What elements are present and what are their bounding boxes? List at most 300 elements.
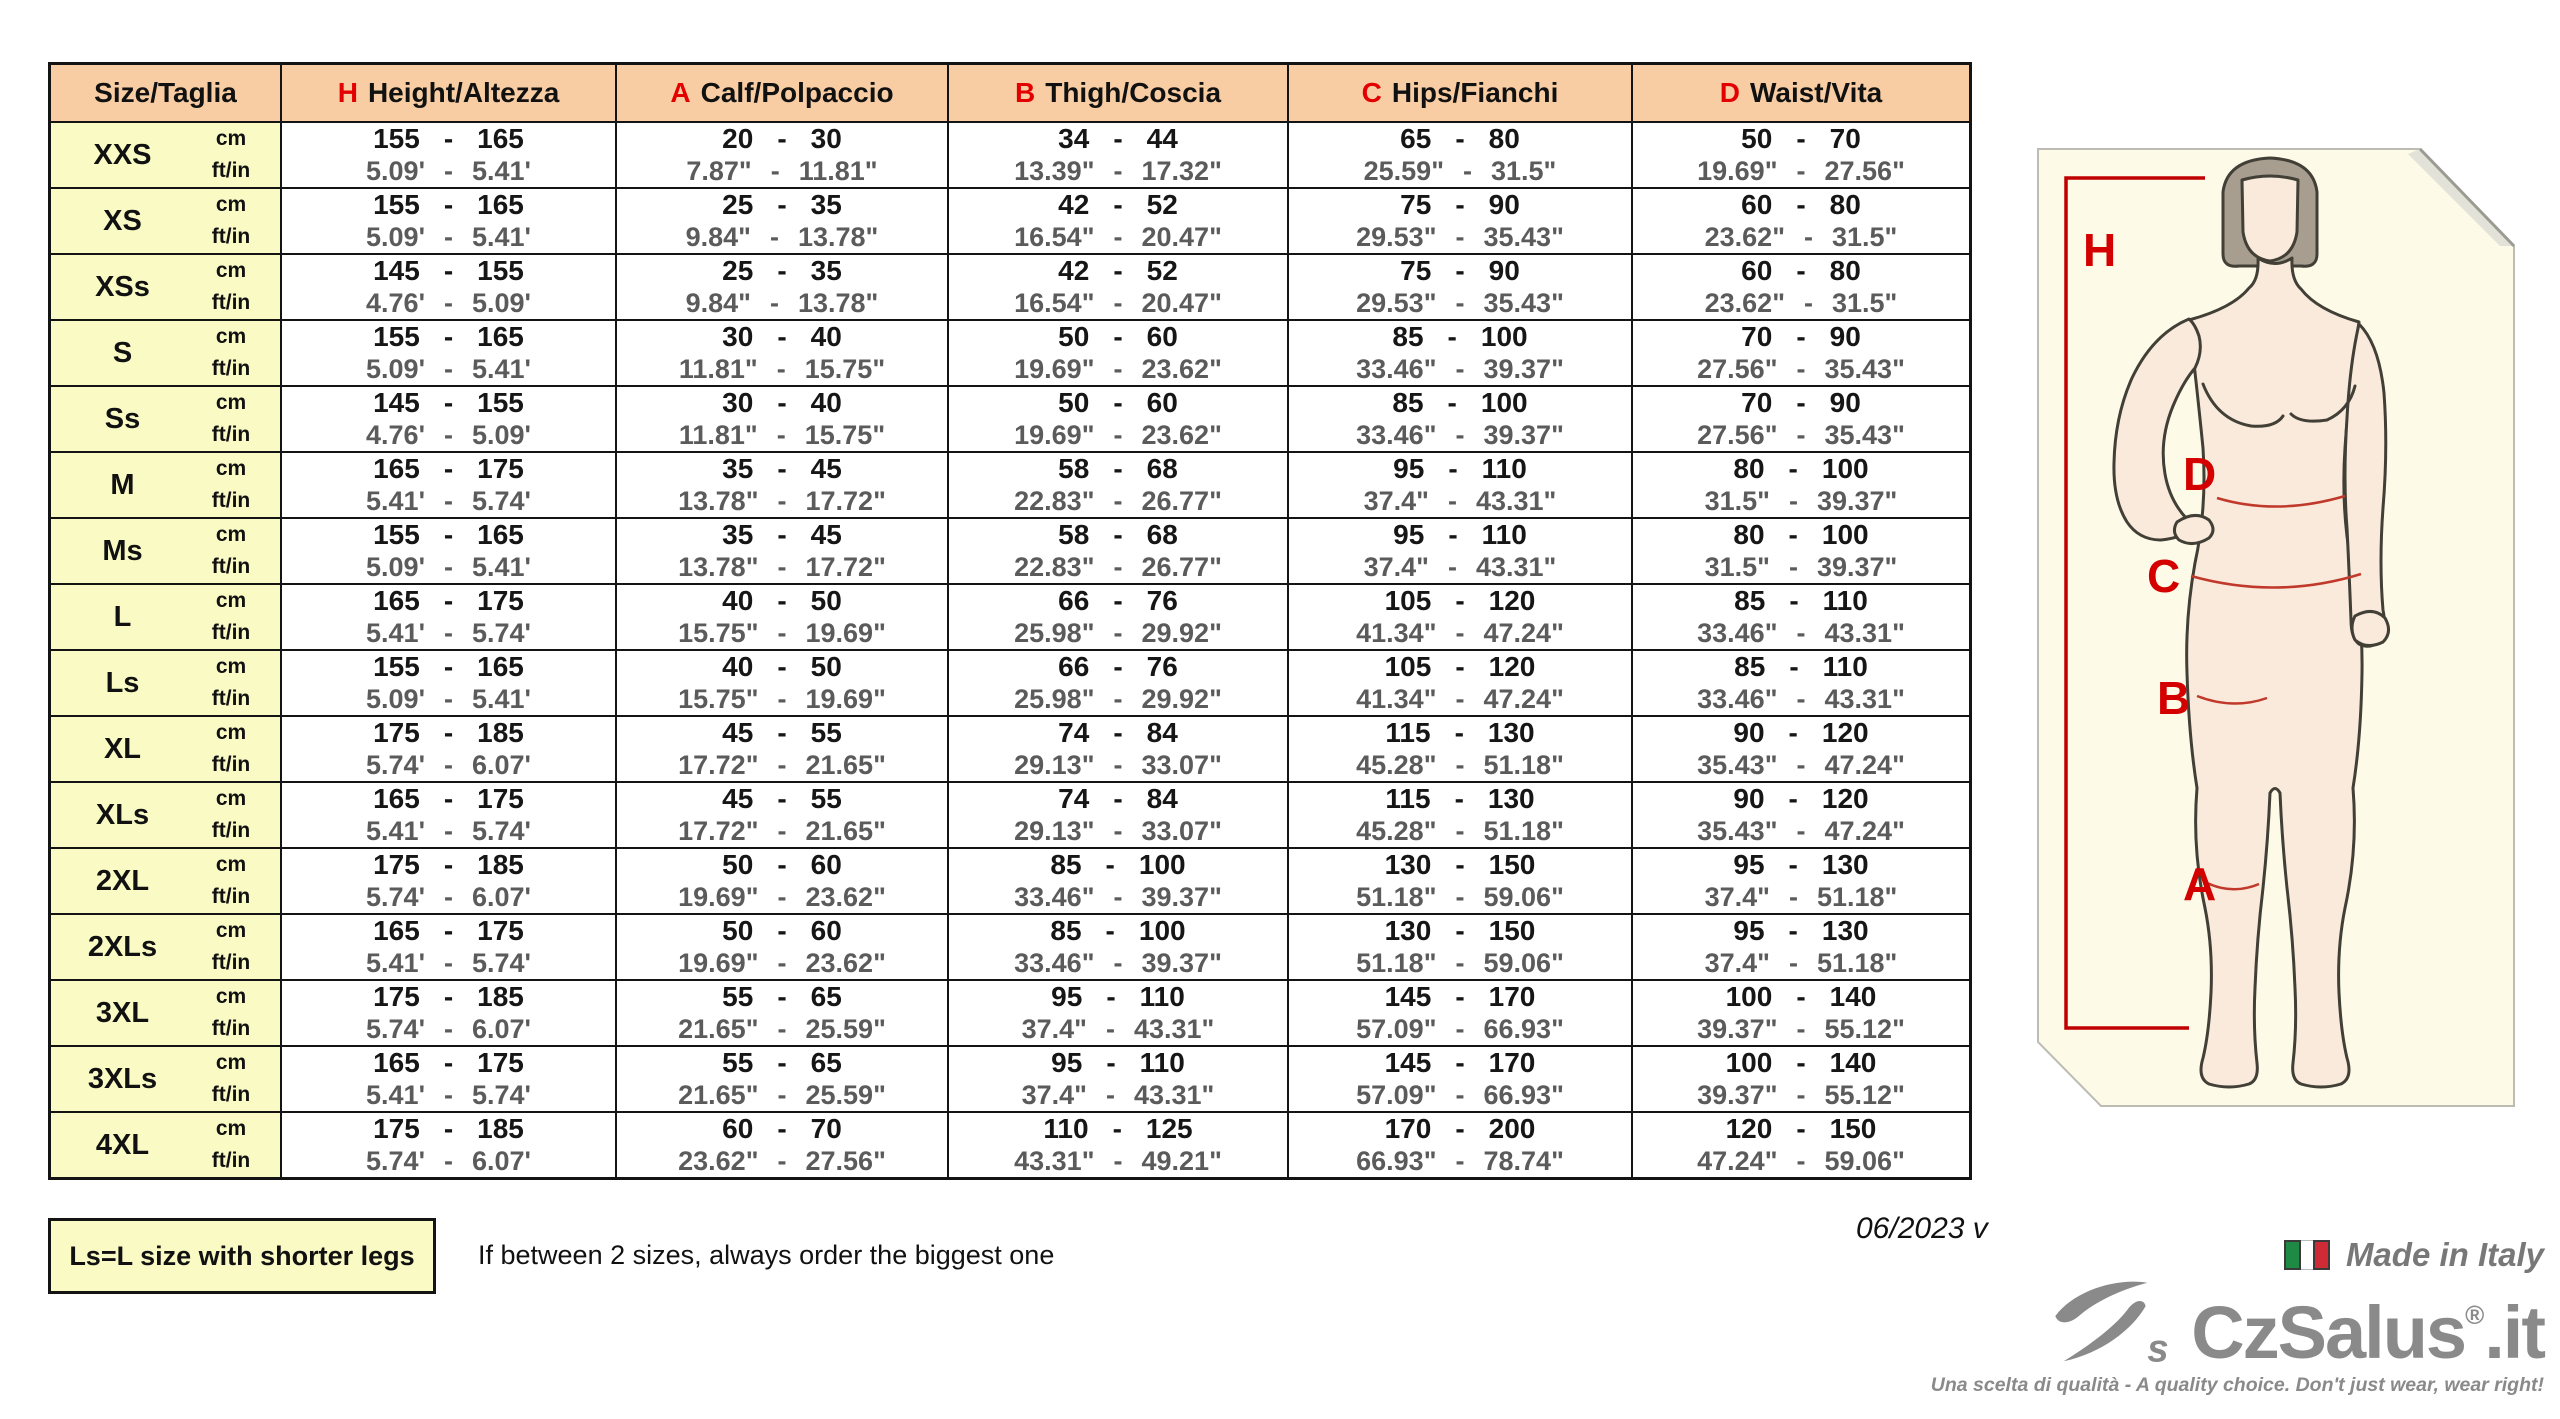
range-cm: 155 - 165	[373, 519, 524, 550]
cell-3XLs-calf	[615, 1047, 947, 1111]
range-ftin: 9.84" - 13.78"	[685, 287, 879, 318]
size-label-3XL: 3XL	[95, 996, 150, 1029]
range-ftin: 19.69" - 27.56"	[1697, 155, 1905, 186]
header-letter-hips: C	[1361, 77, 1382, 108]
range-ftin: 57.09" - 66.93"	[1356, 1013, 1564, 1044]
range-ftin: 19.69" - 23.62"	[1014, 353, 1222, 384]
sizing-advice: If between 2 sizes, always order the biggest one	[478, 1240, 1055, 1270]
range-cm: 50 - 70	[1741, 123, 1861, 154]
right-arm	[2345, 324, 2386, 646]
range-ftin: 15.75" - 19.69"	[678, 683, 886, 714]
unit-cm: cm	[215, 457, 247, 480]
range-cm: 170 - 200	[1384, 1113, 1536, 1144]
range-ftin: 27.56" - 35.43"	[1697, 419, 1905, 450]
cell-Ss-thigh	[947, 387, 1287, 451]
range-cm: 35 - 45	[722, 453, 842, 484]
cell-2XL-hips	[1287, 849, 1631, 913]
cell-L-waist	[1631, 585, 1969, 649]
czsalus-swoosh-icon	[2049, 1276, 2177, 1368]
range-cm: 145 - 170	[1384, 1047, 1536, 1078]
unit-labels	[194, 651, 280, 715]
unit-cm: cm	[215, 919, 247, 942]
unit-labels	[194, 255, 280, 319]
cell-2XLs-thigh	[947, 915, 1287, 979]
range-ftin: 37.4" - 43.31"	[1021, 1079, 1215, 1110]
cell-3XL-hips	[1287, 981, 1631, 1045]
range-ftin: 37.4" - 43.31"	[1363, 485, 1557, 516]
cell-XSs-height	[280, 255, 615, 319]
range-cm: 35 - 45	[722, 519, 842, 550]
unit-ftin: ft/in	[211, 885, 251, 908]
cell-XL-height	[280, 717, 615, 781]
table-header-row	[51, 65, 1969, 121]
range-cm: 175 - 185	[373, 717, 524, 748]
range-ftin: 45.28" - 51.18"	[1356, 749, 1564, 780]
table-row-Ls	[51, 649, 1969, 715]
cell-3XL-height	[280, 981, 615, 1045]
cell-L-height	[280, 585, 615, 649]
table-row-Ms	[51, 517, 1969, 583]
range-ftin: 5.74' - 6.07'	[366, 749, 531, 780]
table-row-XLs	[51, 781, 1969, 847]
unit-cm: cm	[215, 787, 247, 810]
unit-cm: cm	[215, 325, 247, 348]
range-cm: 175 - 185	[373, 1113, 524, 1144]
cell-L-hips	[1287, 585, 1631, 649]
range-ftin: 5.41' - 5.74'	[366, 617, 531, 648]
range-cm: 95 - 110	[1051, 981, 1185, 1012]
cell-XLs-waist	[1631, 783, 1969, 847]
cell-2XLs-calf	[615, 915, 947, 979]
range-cm: 85 - 100	[1392, 321, 1528, 352]
unit-labels	[194, 321, 280, 385]
table-row-XL	[51, 715, 1969, 781]
range-cm: 155 - 165	[373, 321, 524, 352]
cell-3XL-thigh	[947, 981, 1287, 1045]
cell-Ss-hips	[1287, 387, 1631, 451]
range-ftin: 13.78" - 17.72"	[678, 485, 886, 516]
range-cm: 66 - 76	[1058, 585, 1178, 616]
cell-M-height	[280, 453, 615, 517]
unit-labels	[194, 915, 280, 979]
cell-Ms-calf	[615, 519, 947, 583]
size-cell-2XL	[51, 849, 280, 913]
unit-cm: cm	[215, 193, 247, 216]
range-ftin: 57.09" - 66.93"	[1356, 1079, 1564, 1110]
size-label-3XLs: 3XLs	[87, 1062, 158, 1095]
size-label-XXS: XXS	[93, 138, 152, 171]
table-row-2XLs	[51, 913, 1969, 979]
range-ftin: 11.81" - 15.75"	[678, 419, 886, 450]
range-ftin: 51.18" - 59.06"	[1356, 881, 1564, 912]
unit-labels	[194, 453, 280, 517]
size-label-XL: XL	[103, 732, 142, 765]
range-cm: 175 - 185	[373, 849, 524, 880]
range-cm: 80 - 100	[1733, 453, 1869, 484]
size-cell-XLs	[51, 783, 280, 847]
size-label-L: L	[113, 600, 132, 633]
brand-tld: .it	[2484, 1290, 2544, 1374]
unit-ftin: ft/in	[211, 423, 251, 446]
table-row-XS	[51, 187, 1969, 253]
cell-XSs-calf	[615, 255, 947, 319]
range-cm: 55 - 65	[722, 981, 842, 1012]
size-cell-M	[51, 453, 280, 517]
cell-3XLs-hips	[1287, 1047, 1631, 1111]
range-ftin: 5.09' - 5.41'	[366, 221, 531, 252]
unit-labels	[194, 189, 280, 253]
range-ftin: 33.46" - 39.37"	[1014, 947, 1222, 978]
range-ftin: 5.41' - 5.74'	[366, 947, 531, 978]
range-ftin: 5.09' - 5.41'	[366, 155, 531, 186]
range-cm: 58 - 68	[1058, 453, 1178, 484]
range-cm: 75 - 90	[1400, 255, 1520, 286]
range-ftin: 7.87" - 11.81"	[686, 155, 878, 186]
unit-cm: cm	[215, 589, 247, 612]
unit-ftin: ft/in	[211, 1149, 251, 1172]
range-cm: 110 - 125	[1043, 1113, 1193, 1144]
range-cm: 45 - 55	[722, 717, 842, 748]
range-cm: 115 - 130	[1385, 717, 1535, 748]
unit-ftin: ft/in	[211, 1083, 251, 1106]
range-cm: 30 - 40	[722, 387, 842, 418]
range-cm: 120 - 150	[1725, 1113, 1877, 1144]
range-cm: 25 - 35	[722, 189, 842, 220]
range-cm: 175 - 185	[373, 981, 524, 1012]
cell-Ls-calf	[615, 651, 947, 715]
header-hips	[1287, 65, 1631, 121]
brand-row	[1931, 1276, 2544, 1374]
cell-XS-waist	[1631, 189, 1969, 253]
cell-XXS-hips	[1287, 123, 1631, 187]
range-ftin: 17.72" - 21.65"	[678, 815, 886, 846]
range-cm: 42 - 52	[1058, 189, 1178, 220]
size-cell-XL	[51, 717, 280, 781]
range-ftin: 25.98" - 29.92"	[1014, 683, 1222, 714]
range-ftin: 23.62" - 31.5"	[1704, 287, 1898, 318]
cell-XXS-thigh	[947, 123, 1287, 187]
header-letter-height: H	[337, 77, 358, 108]
header-size: Size/Taglia	[51, 65, 280, 121]
range-cm: 130 - 150	[1384, 849, 1536, 880]
cell-XS-calf	[615, 189, 947, 253]
range-cm: 95 - 130	[1733, 915, 1869, 946]
size-label-Ms: Ms	[102, 534, 143, 567]
range-cm: 85 - 100	[1392, 387, 1528, 418]
label-D: D	[2183, 448, 2217, 500]
cell-XL-calf	[615, 717, 947, 781]
cell-M-calf	[615, 453, 947, 517]
range-cm: 25 - 35	[722, 255, 842, 286]
range-cm: 165 - 175	[373, 585, 524, 616]
cell-2XLs-waist	[1631, 915, 1969, 979]
unit-cm: cm	[215, 1051, 247, 1074]
range-cm: 30 - 40	[722, 321, 842, 352]
unit-labels	[194, 1113, 280, 1177]
cell-XSs-hips	[1287, 255, 1631, 319]
size-label-Ls: Ls	[105, 666, 140, 699]
cell-Ls-waist	[1631, 651, 1969, 715]
cell-2XL-height	[280, 849, 615, 913]
cell-XSs-thigh	[947, 255, 1287, 319]
range-cm: 80 - 100	[1733, 519, 1869, 550]
cell-4XL-height	[280, 1113, 615, 1177]
table-row-S	[51, 319, 1969, 385]
unit-ftin: ft/in	[211, 225, 251, 248]
size-cell-3XLs	[51, 1047, 280, 1111]
cell-XL-hips	[1287, 717, 1631, 781]
cell-M-thigh	[947, 453, 1287, 517]
cell-Ss-calf	[615, 387, 947, 451]
range-ftin: 29.53" - 35.43"	[1356, 287, 1564, 318]
cell-M-waist	[1631, 453, 1969, 517]
unit-ftin: ft/in	[211, 687, 251, 710]
unit-ftin: ft/in	[211, 291, 251, 314]
unit-labels	[194, 981, 280, 1045]
table-row-3XLs	[51, 1045, 1969, 1111]
version-label: 06/2023 v	[1856, 1212, 1988, 1245]
range-cm: 20 - 30	[722, 123, 842, 154]
range-ftin: 37.4" - 43.31"	[1363, 551, 1557, 582]
range-ftin: 5.41' - 5.74'	[366, 485, 531, 516]
header-label-waist: Waist/Vita	[1749, 77, 1883, 108]
range-cm: 42 - 52	[1058, 255, 1178, 286]
size-label-XS: XS	[103, 204, 142, 237]
label-C: C	[2147, 550, 2181, 602]
range-cm: 95 - 110	[1051, 1047, 1185, 1078]
range-cm: 40 - 50	[722, 651, 842, 682]
range-cm: 85 - 100	[1050, 849, 1186, 880]
range-ftin: 31.5" - 39.37"	[1704, 485, 1898, 516]
cell-2XL-waist	[1631, 849, 1969, 913]
range-cm: 60 - 70	[722, 1113, 842, 1144]
range-ftin: 45.28" - 51.18"	[1356, 815, 1564, 846]
range-ftin: 19.69" - 23.62"	[678, 881, 886, 912]
header-calf	[615, 65, 947, 121]
cell-L-thigh	[947, 585, 1287, 649]
range-cm: 115 - 130	[1385, 783, 1535, 814]
size-label-S: S	[112, 336, 133, 369]
size-cell-Ls	[51, 651, 280, 715]
label-A: A	[2183, 858, 2217, 910]
range-cm: 95 - 110	[1393, 519, 1527, 550]
range-ftin: 39.37" - 55.12"	[1697, 1079, 1905, 1110]
brand-text	[2191, 1290, 2544, 1374]
cell-XLs-height	[280, 783, 615, 847]
cell-M-hips	[1287, 453, 1631, 517]
unit-labels	[194, 717, 280, 781]
unit-cm: cm	[215, 259, 247, 282]
range-ftin: 23.62" - 27.56"	[678, 1145, 886, 1176]
unit-labels	[194, 519, 280, 583]
unit-ftin: ft/in	[211, 951, 251, 974]
unit-cm: cm	[215, 985, 247, 1008]
range-cm: 155 - 165	[373, 651, 524, 682]
range-ftin: 39.37" - 55.12"	[1697, 1013, 1905, 1044]
range-ftin: 47.24" - 59.06"	[1697, 1145, 1905, 1176]
cell-3XL-calf	[615, 981, 947, 1045]
unit-labels	[194, 585, 280, 649]
cell-Ls-thigh	[947, 651, 1287, 715]
range-ftin: 31.5" - 39.37"	[1704, 551, 1898, 582]
table-row-2XL	[51, 847, 1969, 913]
size-label-4XL: 4XL	[95, 1128, 150, 1161]
range-ftin: 33.46" - 39.37"	[1356, 419, 1564, 450]
range-cm: 40 - 50	[722, 585, 842, 616]
range-ftin: 19.69" - 23.62"	[678, 947, 886, 978]
range-cm: 155 - 165	[373, 189, 524, 220]
cell-XLs-calf	[615, 783, 947, 847]
body-measurement-figure	[2037, 148, 2515, 1108]
cell-4XL-thigh	[947, 1113, 1287, 1177]
range-ftin: 4.76' - 5.09'	[366, 419, 531, 450]
cell-2XL-calf	[615, 849, 947, 913]
range-ftin: 21.65" - 25.59"	[678, 1013, 886, 1044]
size-label-2XL: 2XL	[95, 864, 150, 897]
range-ftin: 22.83" - 26.77"	[1014, 551, 1222, 582]
table-row-M	[51, 451, 1969, 517]
size-cell-Ms	[51, 519, 280, 583]
range-ftin: 16.54" - 20.47"	[1014, 221, 1222, 252]
range-ftin: 15.75" - 19.69"	[678, 617, 886, 648]
range-cm: 85 - 100	[1050, 915, 1186, 946]
unit-ftin: ft/in	[211, 621, 251, 644]
cell-S-waist	[1631, 321, 1969, 385]
size-cell-XSs	[51, 255, 280, 319]
range-cm: 100 - 140	[1725, 981, 1877, 1012]
range-ftin: 5.74' - 6.07'	[366, 881, 531, 912]
cell-S-calf	[615, 321, 947, 385]
range-ftin: 33.46" - 39.37"	[1356, 353, 1564, 384]
unit-cm: cm	[215, 523, 247, 546]
range-cm: 100 - 140	[1725, 1047, 1877, 1078]
range-cm: 50 - 60	[722, 915, 842, 946]
size-cell-XXS	[51, 123, 280, 187]
table-row-Ss	[51, 385, 1969, 451]
range-ftin: 9.84" - 13.78"	[685, 221, 879, 252]
header-thigh	[947, 65, 1287, 121]
range-ftin: 5.74' - 6.07'	[366, 1145, 531, 1176]
cell-XXS-calf	[615, 123, 947, 187]
range-ftin: 37.4" - 51.18"	[1704, 881, 1898, 912]
unit-ftin: ft/in	[211, 753, 251, 776]
label-H: H	[2083, 224, 2117, 276]
unit-cm: cm	[215, 1117, 247, 1140]
made-in-italy-row	[1931, 1236, 2544, 1274]
range-ftin: 13.78" - 17.72"	[678, 551, 886, 582]
size-cell-S	[51, 321, 280, 385]
range-ftin: 5.41' - 5.74'	[366, 815, 531, 846]
range-ftin: 33.46" - 43.31"	[1697, 617, 1905, 648]
cell-XL-thigh	[947, 717, 1287, 781]
size-cell-Ss	[51, 387, 280, 451]
range-ftin: 25.59" - 31.5"	[1363, 155, 1557, 186]
range-ftin: 27.56" - 35.43"	[1697, 353, 1905, 384]
cell-3XLs-height	[280, 1047, 615, 1111]
unit-ftin: ft/in	[211, 1017, 251, 1040]
header-letter-thigh: B	[1014, 77, 1036, 108]
range-cm: 85 - 110	[1734, 651, 1868, 682]
unit-labels	[194, 849, 280, 913]
unit-ftin: ft/in	[211, 555, 251, 578]
size-cell-3XL	[51, 981, 280, 1045]
range-cm: 165 - 175	[373, 1047, 524, 1078]
table-row-4XL	[51, 1111, 1969, 1177]
table-row-L	[51, 583, 1969, 649]
range-ftin: 16.54" - 20.47"	[1014, 287, 1222, 318]
range-ftin: 19.69" - 23.62"	[1014, 419, 1222, 450]
figure-panel	[2037, 148, 2515, 1113]
range-cm: 50 - 60	[1058, 321, 1178, 352]
header-letter-waist: D	[1719, 77, 1740, 108]
range-cm: 165 - 175	[373, 783, 524, 814]
size-cell-2XLs	[51, 915, 280, 979]
range-cm: 105 - 120	[1384, 585, 1536, 616]
unit-ftin: ft/in	[211, 489, 251, 512]
cell-XS-thigh	[947, 189, 1287, 253]
range-cm: 85 - 110	[1734, 585, 1868, 616]
range-ftin: 37.4" - 51.18"	[1704, 947, 1898, 978]
cell-XL-waist	[1631, 717, 1969, 781]
brand-name: CzSalus	[2191, 1290, 2466, 1374]
range-cm: 65 - 80	[1400, 123, 1520, 154]
unit-cm: cm	[215, 853, 247, 876]
header-waist	[1631, 65, 1969, 121]
range-cm: 70 - 90	[1741, 387, 1861, 418]
range-cm: 34 - 44	[1058, 123, 1178, 154]
range-ftin: 37.4" - 43.31"	[1021, 1013, 1215, 1044]
range-ftin: 33.46" - 43.31"	[1697, 683, 1905, 714]
range-ftin: 5.09' - 5.41'	[366, 551, 531, 582]
table-row-XSs	[51, 253, 1969, 319]
size-table	[48, 62, 1972, 1180]
range-ftin: 5.09' - 5.41'	[366, 683, 531, 714]
unit-labels	[194, 387, 280, 451]
cell-XS-height	[280, 189, 615, 253]
range-cm: 155 - 165	[373, 123, 524, 154]
cell-S-thigh	[947, 321, 1287, 385]
range-ftin: 41.34" - 47.24"	[1356, 617, 1564, 648]
cell-2XL-thigh	[947, 849, 1287, 913]
range-cm: 145 - 155	[373, 387, 524, 418]
range-ftin: 11.81" - 15.75"	[678, 353, 886, 384]
size-cell-L	[51, 585, 280, 649]
header-label-calf: Calf/Polpaccio	[700, 77, 894, 108]
cell-Ms-height	[280, 519, 615, 583]
brand-tagline: Una scelta di qualità - A quality choice. Don't just wear, wear right!	[1930, 1374, 2544, 1396]
shorter-legs-note-box	[48, 1218, 436, 1294]
range-ftin: 22.83" - 26.77"	[1014, 485, 1222, 516]
range-ftin: 51.18" - 59.06"	[1356, 947, 1564, 978]
size-label-XLs: XLs	[95, 798, 150, 831]
range-cm: 105 - 120	[1384, 651, 1536, 682]
range-cm: 74 - 84	[1058, 717, 1178, 748]
range-ftin: 35.43" - 47.24"	[1697, 749, 1905, 780]
brand-logo-block	[1931, 1236, 2544, 1397]
range-ftin: 4.76' - 5.09'	[366, 287, 531, 318]
unit-cm: cm	[215, 127, 247, 150]
size-label-M: M	[110, 468, 135, 501]
italy-flag-icon	[2284, 1240, 2330, 1270]
range-cm: 74 - 84	[1058, 783, 1178, 814]
table-row-XXS	[51, 121, 1969, 187]
range-ftin: 29.13" - 33.07"	[1014, 815, 1222, 846]
swoosh-s-letter: s	[2147, 1327, 2168, 1368]
cell-2XLs-height	[280, 915, 615, 979]
range-cm: 66 - 76	[1058, 651, 1178, 682]
range-ftin: 43.31" - 49.21"	[1014, 1145, 1222, 1176]
cell-Ss-height	[280, 387, 615, 451]
